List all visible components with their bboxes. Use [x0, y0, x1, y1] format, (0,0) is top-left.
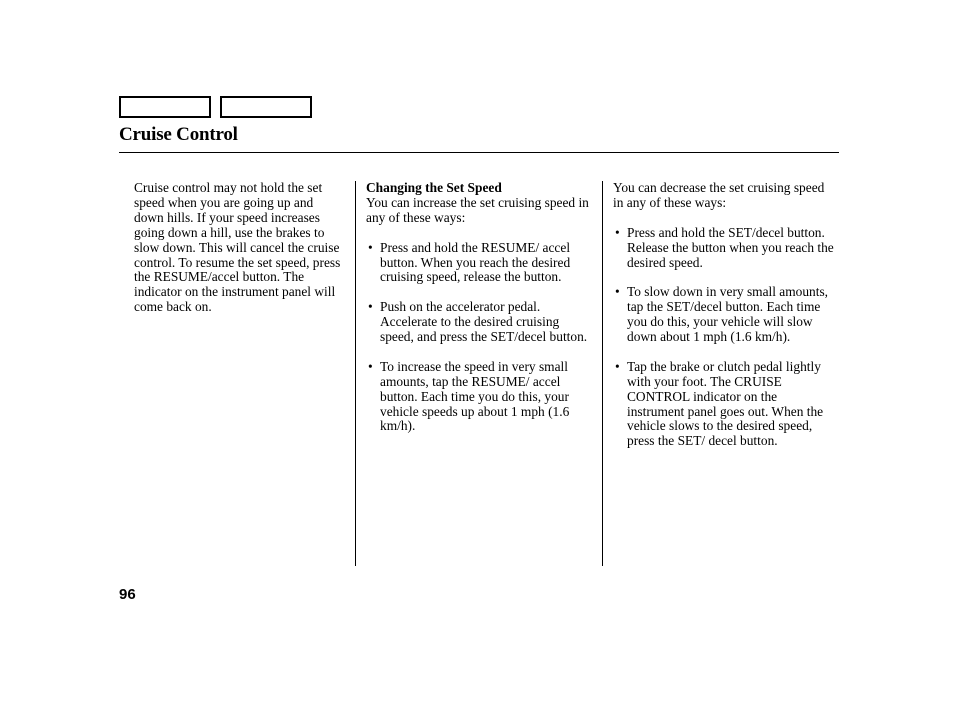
bullet-glyph: • [615, 284, 620, 300]
page-number: 96 [119, 586, 136, 603]
increase-bullet-1 [366, 241, 596, 286]
middle-column [366, 181, 596, 434]
column-divider-2 [602, 181, 603, 566]
bullet-text: Push on the accelerator pedal. Accelerate to the desired cruising speed, and press the SET/decel button. [380, 299, 588, 345]
increase-bullet-3 [366, 360, 596, 435]
decrease-bullet-1 [613, 226, 835, 271]
nav-tab-box-2 [220, 96, 312, 118]
right-column [613, 181, 835, 449]
bullet-text: Press and hold the SET/decel button. Release the button when you reach the desired speed. [627, 224, 834, 270]
increase-intro: You can increase the set cruising speed in any of these ways: [366, 194, 589, 225]
bullet-glyph: • [368, 239, 373, 255]
increase-bullet-2 [366, 300, 596, 345]
nav-tab-box-1 [119, 96, 211, 118]
bullet-glyph: • [368, 358, 373, 374]
page-title: Cruise Control [119, 124, 238, 145]
bullet-text: Tap the brake or clutch pedal lightly with your foot. The CRUISE CONTROL indicator on the instrument panel goes out. When the vehicle slows to the desired speed, press the SET/ decel button. [627, 358, 824, 449]
left-paragraph: Cruise control may not hold the set speed when you are going up and down hills. If your speed increases going down a hill, use the brakes to slow down. This will cancel the cruise control. To resume the set speed, press the RESUME/accel button. The indicator on the instrument panel will come back on. [134, 180, 341, 315]
bullet-text: Press and hold the RESUME/ accel button. When you reach the desired cruising speed, release the button. [380, 239, 571, 285]
decrease-bullet-3 [613, 360, 835, 449]
section-heading: Changing the Set Speed [366, 180, 502, 195]
decrease-intro: You can decrease the set cruising speed in any of these ways: [613, 180, 825, 210]
bullet-text: To increase the speed in very small amounts, tap the RESUME/ accel button. Each time you do this, your vehicle speeds up about 1 mph (1.6 km/h). [380, 358, 570, 434]
bullet-glyph: • [615, 224, 620, 240]
bullet-text: To slow down in very small amounts, tap the SET/decel button. Each time you do this, your vehicle will slow down about 1 mph (1.6 km/h). [627, 284, 829, 345]
decrease-bullet-2 [613, 285, 835, 345]
bullet-glyph: • [615, 358, 620, 374]
bullet-glyph: • [368, 299, 373, 315]
left-column [134, 181, 346, 315]
column-divider-1 [355, 181, 356, 566]
title-divider [119, 152, 839, 153]
